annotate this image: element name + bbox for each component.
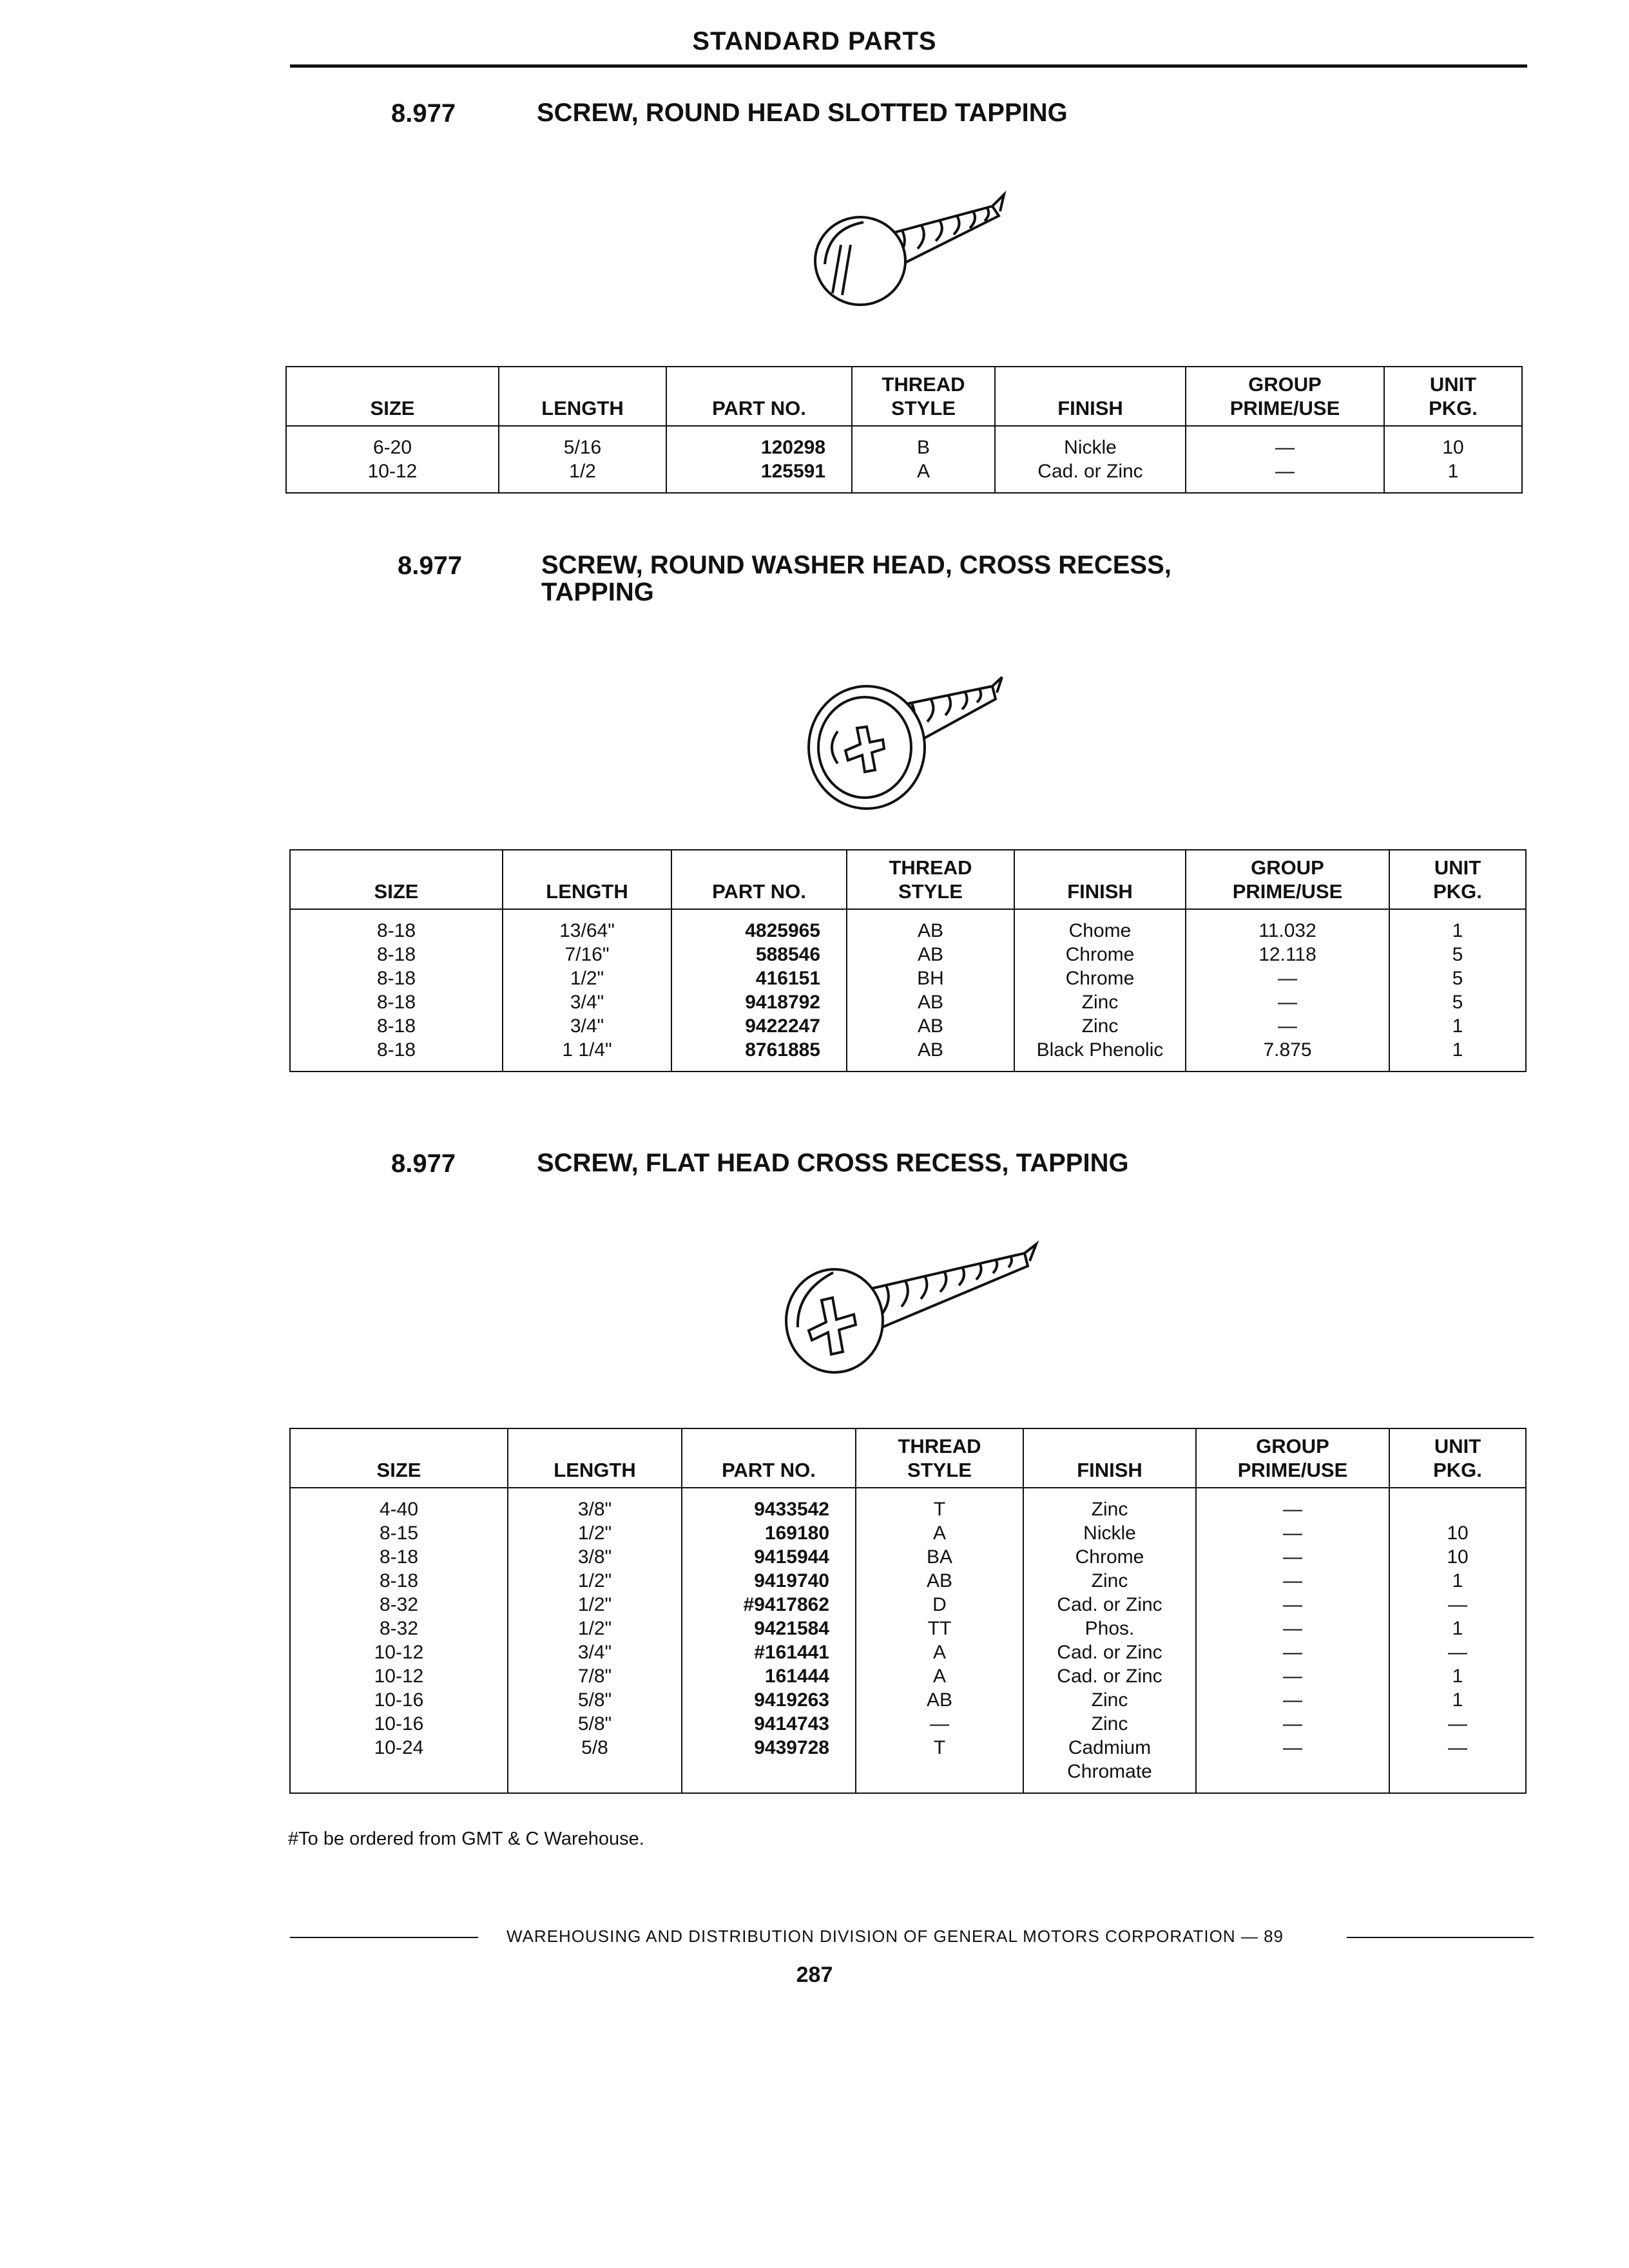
col-finish: FINISH (1014, 850, 1186, 909)
cell-length: 1/2" (508, 1569, 682, 1593)
cell-unit: 1 (1389, 1664, 1526, 1688)
cell-group: — (1186, 426, 1384, 459)
cell-finish: Zinc (1023, 1688, 1196, 1712)
cell-size (290, 1760, 508, 1793)
cell-size: 8-18 (290, 909, 503, 943)
table-row (290, 1760, 1526, 1793)
cell-size: 8-18 (290, 966, 503, 990)
cell-thread: AB (847, 1038, 1014, 1072)
table-row (290, 943, 1526, 966)
cell-size: 8-18 (290, 1545, 508, 1569)
cell-unit: 1 (1384, 459, 1522, 493)
col-size: SIZE (290, 1428, 508, 1488)
cell-unit: — (1389, 1593, 1526, 1617)
cell-part-no: 169180 (682, 1521, 856, 1545)
cell-finish: Chome (1014, 909, 1186, 943)
col-group-prime-use: GROUP PRIME/USE (1186, 850, 1389, 909)
col-finish: FINISH (1023, 1428, 1196, 1488)
cell-part-no: 9419263 (682, 1688, 856, 1712)
cell-part-no: 9433542 (682, 1488, 856, 1521)
cell-group: — (1196, 1521, 1389, 1545)
cell-thread: A (856, 1640, 1023, 1664)
cell-finish: Chrome (1023, 1545, 1196, 1569)
cell-length: 3/4" (503, 1014, 671, 1038)
cell-part-no: 9418792 (671, 990, 847, 1014)
page-header: STANDARD PARTS (692, 27, 937, 55)
cell-group: — (1186, 1014, 1389, 1038)
col-thread-style: THREAD STYLE (856, 1428, 1023, 1488)
cell-group: — (1196, 1736, 1389, 1760)
cell-unit: 5 (1389, 943, 1526, 966)
cell-group: — (1196, 1688, 1389, 1712)
footnote: #To be ordered from GMT & C Warehouse. (288, 1829, 644, 1849)
cell-thread: — (856, 1712, 1023, 1736)
table-row (290, 1640, 1526, 1664)
cell-length: 3/8" (508, 1545, 682, 1569)
cell-length: 3/4" (503, 990, 671, 1014)
cell-length: 5/8" (508, 1712, 682, 1736)
cell-finish: Chrome (1014, 943, 1186, 966)
footer-text: WAREHOUSING AND DISTRIBUTION DIVISION OF GENERAL MOTORS CORPORATION — 89 (506, 1927, 1284, 1946)
col-thread-style: THREAD STYLE (852, 367, 995, 426)
table-row (290, 1664, 1526, 1688)
header-rule (290, 64, 1527, 68)
section-2-number: 8.977 (398, 552, 463, 580)
cell-part-no: 9415944 (682, 1545, 856, 1569)
cell-unit: — (1389, 1736, 1526, 1760)
cell-part-no: 9422247 (671, 1014, 847, 1038)
cell-group: — (1196, 1664, 1389, 1688)
col-size: SIZE (286, 367, 499, 426)
washer-head-cross-recess-screw-icon (805, 664, 1012, 818)
cell-size: 10-16 (290, 1712, 508, 1736)
cell-finish: Cad. or Zinc (1023, 1640, 1196, 1664)
cell-unit (1389, 1488, 1526, 1521)
cell-group: — (1196, 1569, 1389, 1593)
round-head-slotted-screw-icon (799, 180, 1031, 329)
cell-size: 6-20 (286, 426, 499, 459)
cell-finish: Chrome (1014, 966, 1186, 990)
cell-finish: Chromate (1023, 1760, 1196, 1793)
cell-unit: 10 (1389, 1521, 1526, 1545)
col-group-prime-use: GROUP PRIME/USE (1196, 1428, 1389, 1488)
table-row (290, 1014, 1526, 1038)
table-row (290, 1488, 1526, 1521)
table-row (290, 1688, 1526, 1712)
cell-finish: Zinc (1023, 1488, 1196, 1521)
cell-finish: Zinc (1014, 990, 1186, 1014)
cell-group: 11.032 (1186, 909, 1389, 943)
cell-unit: 1 (1389, 1038, 1526, 1072)
cell-size: 8-18 (290, 943, 503, 966)
cell-part-no: 9419740 (682, 1569, 856, 1593)
cell-part-no: 161444 (682, 1664, 856, 1688)
table-body-3 (290, 1488, 1526, 1793)
section-1-title: SCREW, ROUND HEAD SLOTTED TAPPING (537, 99, 1068, 127)
cell-group: — (1196, 1545, 1389, 1569)
cell-length: 5/16 (499, 426, 666, 459)
cell-length: 5/8" (508, 1688, 682, 1712)
section-2-title-line-1: SCREW, ROUND WASHER HEAD, CROSS RECESS, (541, 551, 1171, 579)
cell-thread: AB (856, 1688, 1023, 1712)
cell-finish: Cad. or Zinc (1023, 1593, 1196, 1617)
cell-unit: 1 (1389, 1617, 1526, 1640)
cell-thread: AB (847, 990, 1014, 1014)
cell-length: 13/64" (503, 909, 671, 943)
cell-finish: Cadmium (1023, 1736, 1196, 1760)
cell-part-no: 9421584 (682, 1617, 856, 1640)
table-row (290, 966, 1526, 990)
cell-group: — (1196, 1617, 1389, 1640)
cell-size: 10-12 (290, 1664, 508, 1688)
cell-length: 1/2" (508, 1593, 682, 1617)
col-part-no: PART NO. (671, 850, 847, 909)
table-row (290, 1569, 1526, 1593)
cell-length: 5/8 (508, 1736, 682, 1760)
table-body-2 (290, 909, 1526, 1072)
table-row (290, 1712, 1526, 1736)
cell-part-no: #161441 (682, 1640, 856, 1664)
cell-length (508, 1760, 682, 1793)
section-1-number: 8.977 (391, 99, 456, 128)
cell-unit: 1 (1389, 1569, 1526, 1593)
cell-size: 10-24 (290, 1736, 508, 1760)
cell-size: 4-40 (290, 1488, 508, 1521)
table-row (286, 459, 1522, 493)
cell-length: 1/2 (499, 459, 666, 493)
cell-part-no (682, 1760, 856, 1793)
cell-part-no: 120298 (666, 426, 852, 459)
footer-rule-left (290, 1937, 478, 1938)
cell-unit: 1 (1389, 909, 1526, 943)
cell-unit: 10 (1389, 1545, 1526, 1569)
cell-unit: 10 (1384, 426, 1522, 459)
cell-thread: TT (856, 1617, 1023, 1640)
cell-thread: A (852, 459, 995, 493)
cell-finish: Nickle (995, 426, 1186, 459)
section-3-title: SCREW, FLAT HEAD CROSS RECESS, TAPPING (537, 1149, 1129, 1177)
cell-thread: AB (847, 1014, 1014, 1038)
col-finish: FINISH (995, 367, 1186, 426)
cell-finish: Black Phenolic (1014, 1038, 1186, 1072)
table-row (290, 990, 1526, 1014)
table-row (290, 1545, 1526, 1569)
cell-size: 8-18 (290, 990, 503, 1014)
col-size: SIZE (290, 850, 503, 909)
cell-part-no: 4825965 (671, 909, 847, 943)
cell-finish: Nickle (1023, 1521, 1196, 1545)
col-part-no: PART NO. (666, 367, 852, 426)
cell-thread: A (856, 1521, 1023, 1545)
cell-thread: AB (856, 1569, 1023, 1593)
cell-group (1196, 1760, 1389, 1793)
flat-head-cross-recess-screw-icon (780, 1231, 1050, 1385)
table-header-row (290, 1428, 1526, 1488)
cell-size: 10-12 (290, 1640, 508, 1664)
cell-size: 8-18 (290, 1014, 503, 1038)
col-length: LENGTH (503, 850, 671, 909)
col-unit-pkg: UNIT PKG. (1389, 1428, 1526, 1488)
table-row (290, 1038, 1526, 1072)
cell-unit: 1 (1389, 1688, 1526, 1712)
cell-group: — (1196, 1712, 1389, 1736)
cell-part-no: 9439728 (682, 1736, 856, 1760)
cell-unit (1389, 1760, 1526, 1793)
table-row (290, 909, 1526, 943)
cell-length: 1/2" (508, 1521, 682, 1545)
cell-part-no: #9417862 (682, 1593, 856, 1617)
col-unit-pkg: UNIT PKG. (1389, 850, 1526, 909)
cell-group: — (1196, 1593, 1389, 1617)
cell-part-no: 8761885 (671, 1038, 847, 1072)
cell-thread: AB (847, 909, 1014, 943)
page-number: 287 (796, 1963, 833, 1987)
cell-thread: D (856, 1593, 1023, 1617)
col-length: LENGTH (508, 1428, 682, 1488)
cell-size: 8-32 (290, 1593, 508, 1617)
cell-unit: 5 (1389, 966, 1526, 990)
cell-unit: — (1389, 1712, 1526, 1736)
cell-length: 7/16" (503, 943, 671, 966)
table-header-row (286, 367, 1522, 426)
cell-size: 10-12 (286, 459, 499, 493)
cell-length: 1/2" (503, 966, 671, 990)
table-row (290, 1617, 1526, 1640)
cell-group: — (1186, 459, 1384, 493)
cell-group: — (1186, 966, 1389, 990)
table-row (290, 1593, 1526, 1617)
parts-table-1 (285, 366, 1523, 494)
cell-unit: 1 (1389, 1014, 1526, 1038)
cell-finish: Cad. or Zinc (995, 459, 1186, 493)
cell-thread: B (852, 426, 995, 459)
cell-thread: T (856, 1736, 1023, 1760)
cell-thread: T (856, 1488, 1023, 1521)
footer-rule-right (1347, 1937, 1534, 1938)
section-3-number: 8.977 (391, 1149, 456, 1178)
cell-part-no: 588546 (671, 943, 847, 966)
cell-finish: Phos. (1023, 1617, 1196, 1640)
cell-thread (856, 1760, 1023, 1793)
table-row (286, 426, 1522, 459)
section-2-title (541, 552, 1171, 606)
col-group-prime-use: GROUP PRIME/USE (1186, 367, 1384, 426)
cell-group: — (1196, 1640, 1389, 1664)
section-2-title-line-2: TAPPING (541, 578, 654, 606)
col-length: LENGTH (499, 367, 666, 426)
parts-table-2 (289, 849, 1527, 1072)
cell-length: 3/8" (508, 1488, 682, 1521)
cell-size: 10-16 (290, 1688, 508, 1712)
cell-unit: 5 (1389, 990, 1526, 1014)
cell-group: 12.118 (1186, 943, 1389, 966)
cell-unit: — (1389, 1640, 1526, 1664)
cell-length: 1/2" (508, 1617, 682, 1640)
cell-finish: Zinc (1014, 1014, 1186, 1038)
cell-group: — (1196, 1488, 1389, 1521)
cell-length: 7/8" (508, 1664, 682, 1688)
parts-table-3 (289, 1428, 1527, 1794)
cell-size: 8-18 (290, 1038, 503, 1072)
col-part-no: PART NO. (682, 1428, 856, 1488)
cell-thread: A (856, 1664, 1023, 1688)
cell-part-no: 125591 (666, 459, 852, 493)
cell-finish: Zinc (1023, 1569, 1196, 1593)
cell-size: 8-18 (290, 1569, 508, 1593)
cell-group: — (1186, 990, 1389, 1014)
cell-group: 7.875 (1186, 1038, 1389, 1072)
cell-finish: Cad. or Zinc (1023, 1664, 1196, 1688)
table-row (290, 1521, 1526, 1545)
table-header-row (290, 850, 1526, 909)
cell-thread: AB (847, 943, 1014, 966)
cell-part-no: 416151 (671, 966, 847, 990)
col-unit-pkg: UNIT PKG. (1384, 367, 1522, 426)
cell-part-no: 9414743 (682, 1712, 856, 1736)
cell-length: 1 1/4" (503, 1038, 671, 1072)
cell-length: 3/4" (508, 1640, 682, 1664)
col-thread-style: THREAD STYLE (847, 850, 1014, 909)
table-body-1 (286, 426, 1522, 493)
cell-thread: BA (856, 1545, 1023, 1569)
cell-thread: BH (847, 966, 1014, 990)
table-row (290, 1736, 1526, 1760)
cell-finish: Zinc (1023, 1712, 1196, 1736)
cell-size: 8-32 (290, 1617, 508, 1640)
cell-size: 8-15 (290, 1521, 508, 1545)
